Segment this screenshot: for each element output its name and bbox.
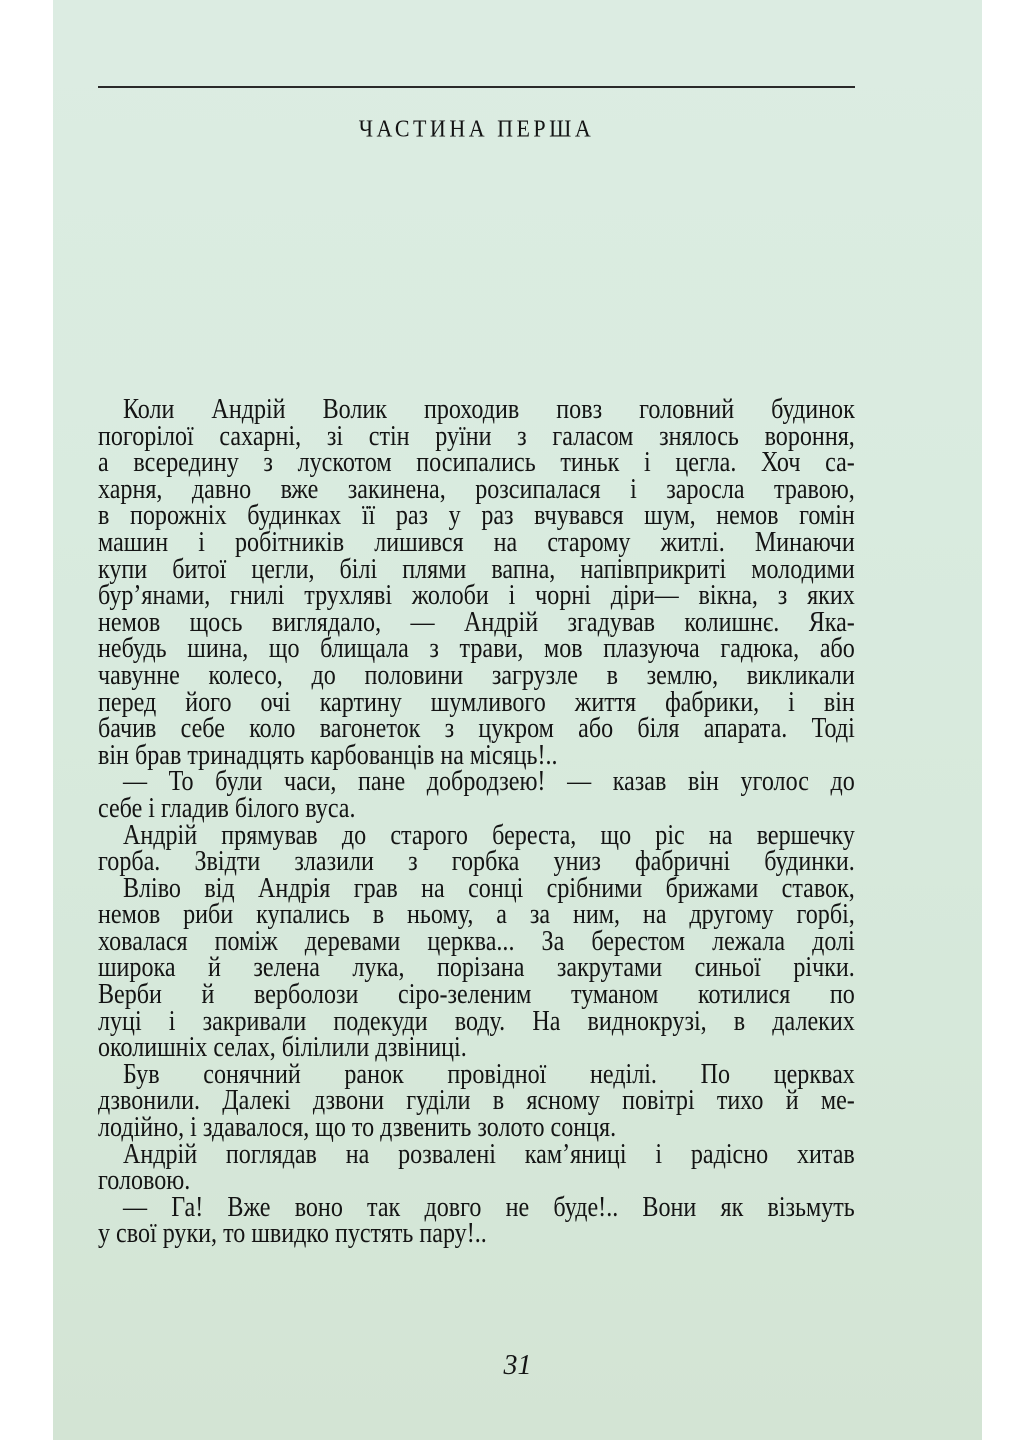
header-rule <box>98 86 855 88</box>
text-line: купи битої цегли, білі плями вапна, напівприкриті молодими <box>98 553 855 585</box>
text-line: ховалася поміж деревами церква... За берестом лежала долі <box>98 925 855 957</box>
text-line: бур’янами, гнилі трухляві жолоби і чорні діри— вікна, з яких <box>98 580 855 612</box>
text-line: в порожніх будинках її раз у раз вчувався шум, немов гомін <box>98 500 855 532</box>
text-line: дзвонили. Далекі дзвони гуділи в ясному повітрі тихо й ме- <box>98 1085 855 1117</box>
text-line: машин і робітників лишився на старому житлі. Минаючи <box>98 526 855 558</box>
text-line: себе і гладив білого вуса. <box>98 792 356 824</box>
text-line: Андрій прямував до старого береста, що ріс на вершечку <box>122 819 855 851</box>
text-line: лодійно, і здавалося, що то дзвенить золото сонця. <box>98 1112 617 1144</box>
text-line: горба. Звідти злазили з горбка униз фабричні будинки. <box>98 846 855 878</box>
text-line: Коли Андрій Волик проходив повз головний будинок <box>122 394 855 425</box>
text-line: — То були часи, пане добродзею! — казав він уголос до <box>122 766 855 798</box>
text-line: а всередину з лускотом посипались тиньк і цегла. Хоч са- <box>98 447 855 479</box>
page-number: 31 <box>503 1350 532 1381</box>
text-line: у свої руки, то швидко пустять пару!.. <box>98 1218 487 1250</box>
body-text <box>98 394 855 1250</box>
text-line: немов щось виглядало, — Андрій згадував колишнє. Яка- <box>98 606 855 638</box>
text-line: луці і закривали подекуди воду. На виднокрузі, в далеких <box>98 1005 855 1037</box>
text-line: Андрій поглядав на розвалені кам’яниці і радісно хитав <box>122 1138 855 1170</box>
text-line: широка й зелена лука, порізана закрутами синьої річки. <box>98 952 855 984</box>
text-line: бачив себе коло вагонеток з цукром або біля апарата. Тоді <box>98 713 855 745</box>
text-line: немов риби купались в ньому, а за ним, на другому горбі, <box>98 899 855 931</box>
text-line: харня, давно вже закинена, розсипалася і заросла травою, <box>98 473 855 505</box>
text-line: головою. <box>98 1165 191 1197</box>
text-line: небудь шина, що блищала з трави, мов плазуюча гадюка, або <box>98 633 855 665</box>
text-line: погорілої сахарні, зі стін руїни з галасом знялось вороння, <box>98 420 855 452</box>
part-title: ЧАСТИНА ПЕРША <box>358 114 595 142</box>
text-line: Верби й верболози сіро-зеленим туманом котилися по <box>98 979 855 1011</box>
text-line: околишніх селах, білілили дзвіниці. <box>98 1032 467 1064</box>
text-line: чавунне колесо, до половини загрузле в землю, викликали <box>98 659 855 691</box>
text-line: Був сонячний ранок провідної неділі. По церквах <box>122 1058 855 1090</box>
text-line: Вліво від Андрія грав на сонці срібними брижами ставок, <box>122 872 855 904</box>
text-line: він брав тринадцять карбованців на місяць!.. <box>98 739 558 771</box>
text-line: перед його очі картину шумливого життя фабрики, і він <box>98 686 855 718</box>
text-line: — Га! Вже воно так довго не буде!.. Вони як візьмуть <box>122 1191 855 1223</box>
